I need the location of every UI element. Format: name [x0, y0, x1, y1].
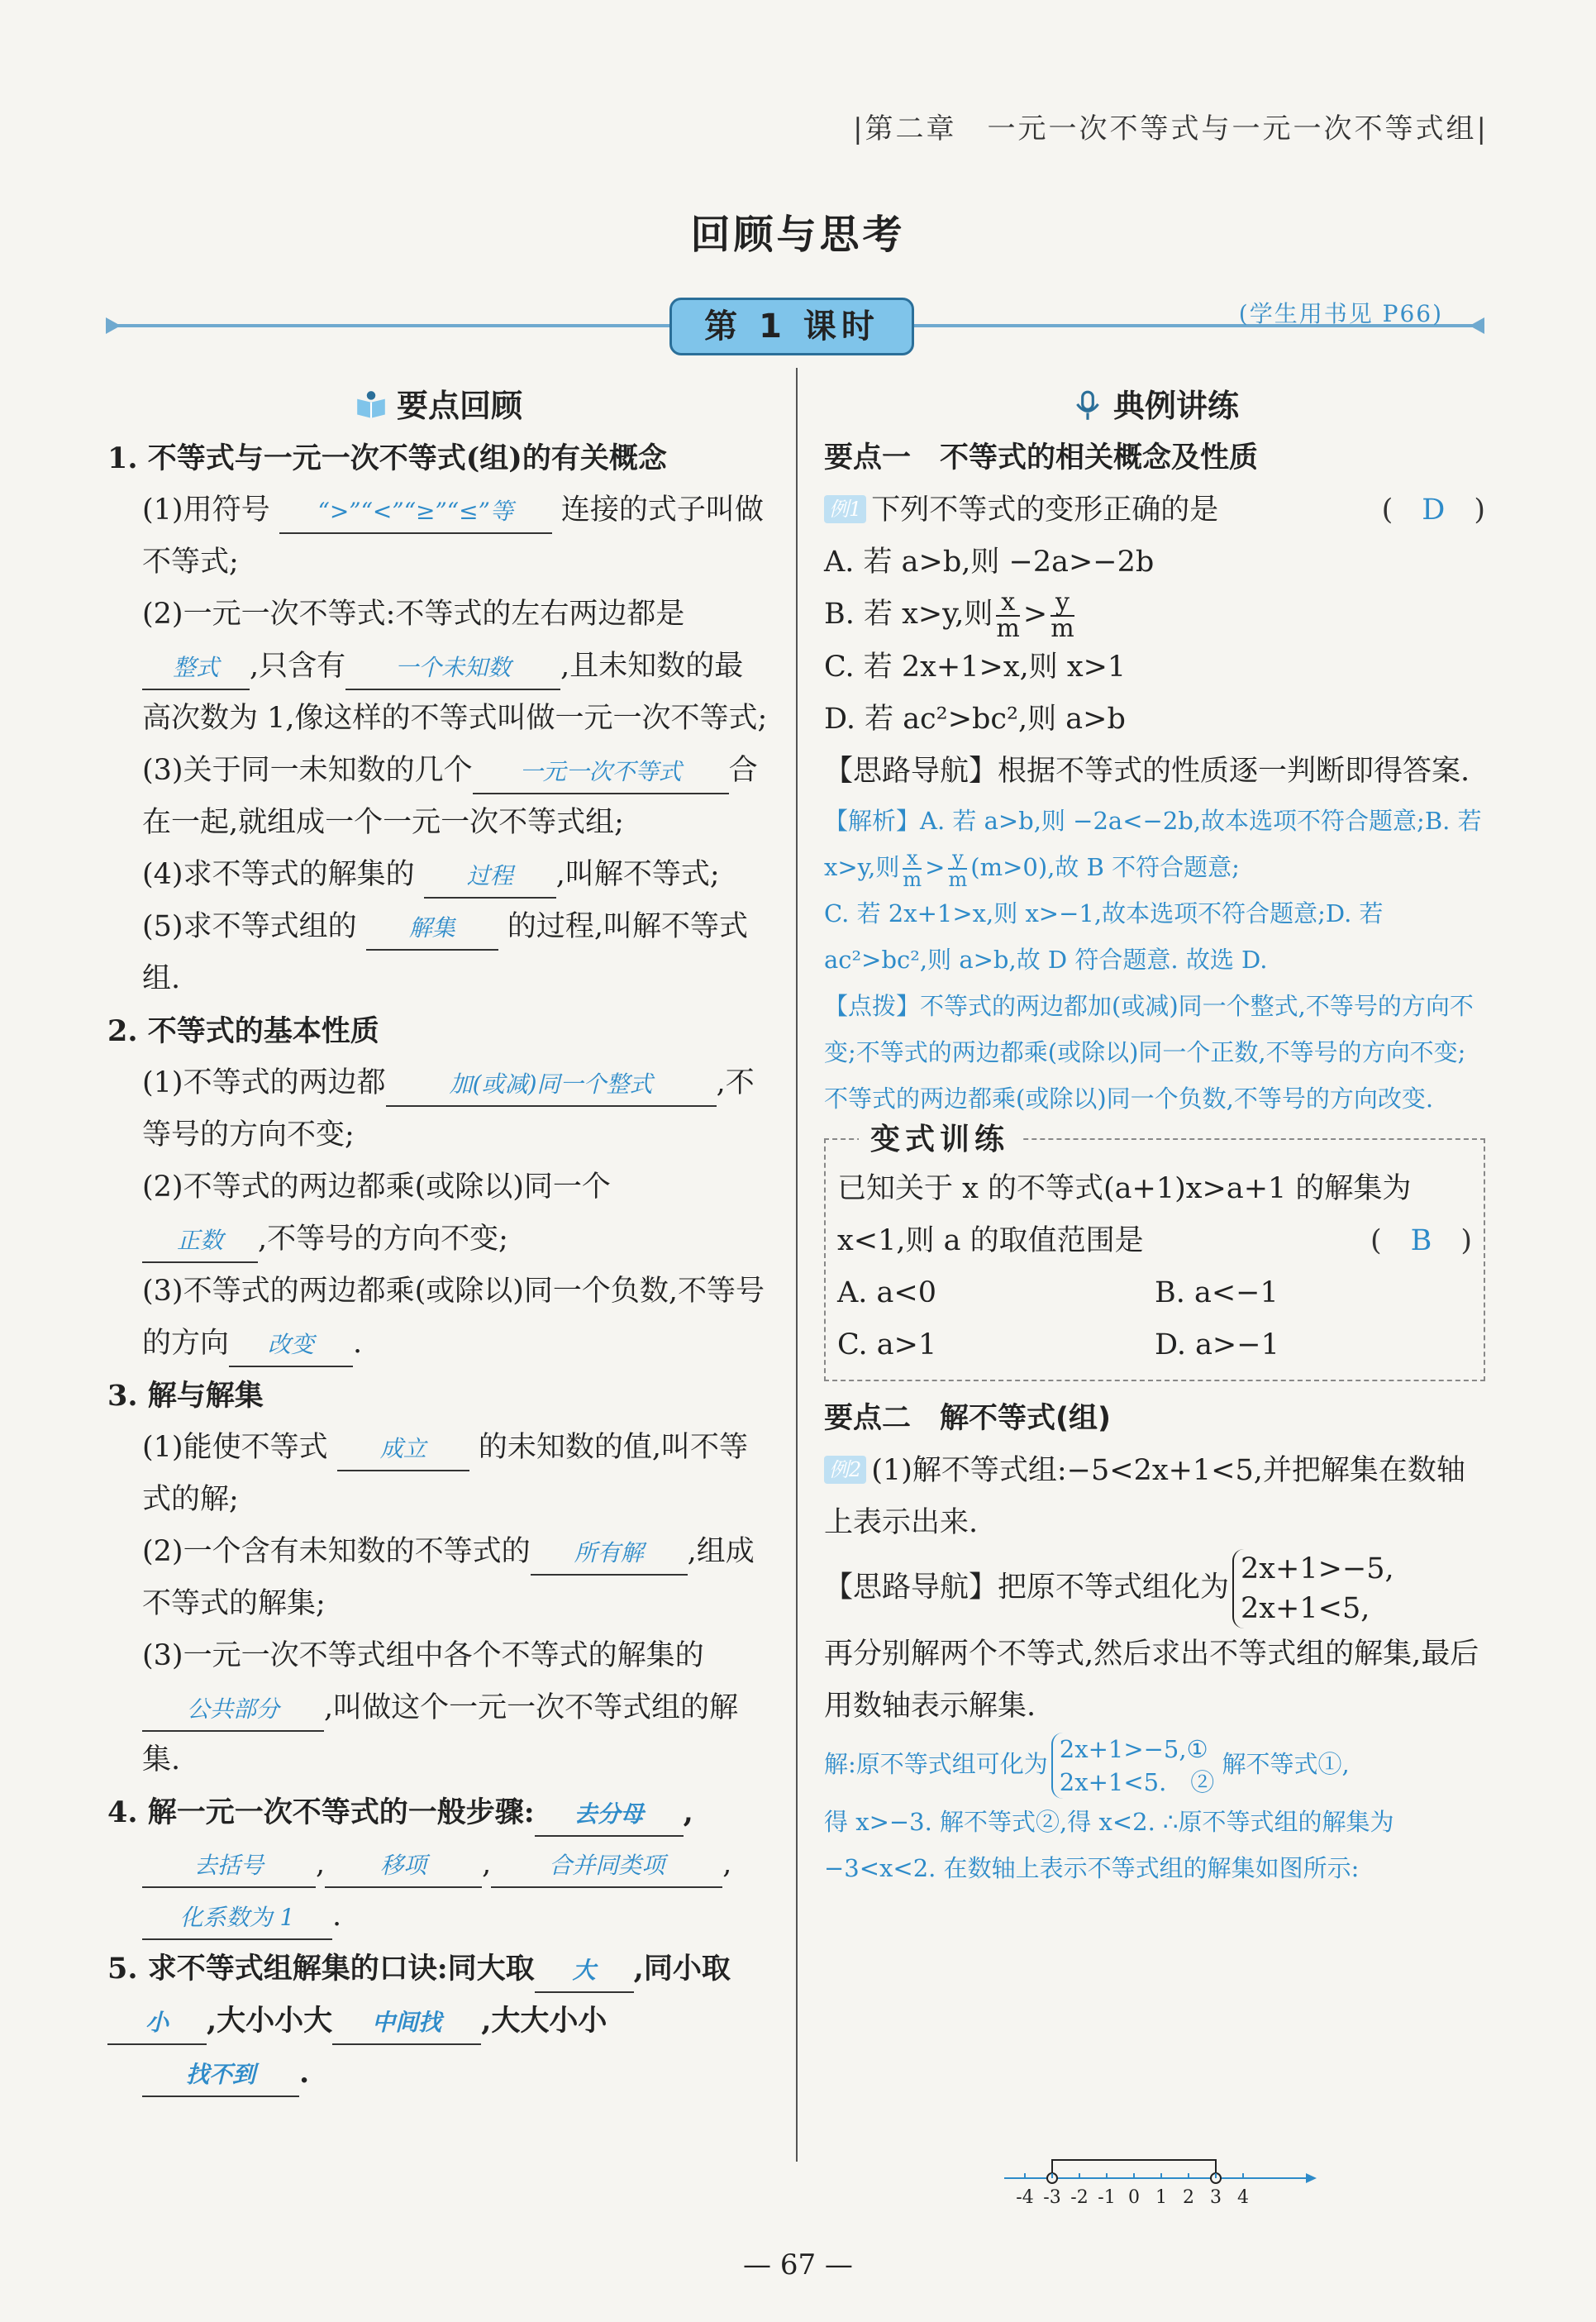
q2-item1: (1)不等式的两边都 加(或减)同一个整式 ,不等号的方向不变;	[107, 1057, 769, 1161]
q3-item3: (3)一元一次不等式组中各个不等式的解集的公共部分 ,叫做这个一元一次不等式组的解集.	[142, 1639, 739, 1776]
left-column	[107, 380, 769, 2099]
axis-tick-label: 3	[1210, 2187, 1222, 2208]
q5: 5. 求不等式组解集的口诀:同大取 大 ,同小取小 ,大小小大 中间找 ,大大小小 找不到 .	[107, 1943, 769, 2099]
axis-tick-label: 0	[1128, 2187, 1140, 2208]
fraction: $\frac{y}{m}$	[948, 846, 968, 891]
answer-blank: 解集	[366, 908, 498, 951]
answer-blank: 一个未知数	[345, 647, 560, 690]
variant-question: 已知关于 x 的不等式(a+1)x>a+1 的解集为x<1,则 a 的取值范围是 ( B )	[837, 1163, 1472, 1267]
idea-navigation-2b: 再分别解两个不等式,然后求出不等式组的解集,最后用数轴表示解集.	[824, 1637, 1479, 1723]
q1-item1: (1)用符号 “>”“<”“≥”“≤”等 连接的式子叫做不等式;	[107, 484, 769, 589]
section-title: 典例讲练	[1112, 388, 1239, 424]
q3-title: 3. 解与解集	[107, 1379, 264, 1413]
right-column	[824, 380, 1485, 1891]
answer-blank: 化系数为 1	[142, 1897, 332, 1940]
idea-navigation-1: 【思路导航】根据不等式的性质逐一判断即得答案.	[824, 754, 1470, 788]
q3-item2: (2)一个含有未知数的不等式的 所有解 ,组成不等式的解集;	[107, 1526, 769, 1630]
axis-tick-label: -1	[1098, 2187, 1116, 2208]
option-a: A. a<0	[837, 1275, 936, 1309]
answer-blank: 公共部分	[142, 1689, 324, 1732]
example-tag: 例1	[824, 495, 866, 523]
answer-blank: 大	[535, 1950, 634, 1993]
q2-item2: (2)不等式的两边都乘(或除以)同一个 正数 ,不等号的方向不变;	[107, 1161, 769, 1266]
solution: 解:原不等式组可化为2x+1>−5,① 2x+1<5. ② 解不等式①, 得 x>−3. 解不等式②,得 x<2. ∴原不等式组的解集为−3<x<2. 在数轴上表示不等式组的解集如图所示:	[824, 1733, 1485, 1891]
option-b: B. 若 x>y,则 $\frac{x}{m}$ > $\frac{y}{m}$	[824, 587, 1074, 643]
answer-blank: 去括号	[142, 1845, 316, 1888]
q4: 4. 解一元一次不等式的一般步骤: 去分母 ,	[107, 1786, 769, 1838]
axis-tick-label: -3	[1043, 2187, 1061, 2208]
section-heading-examples	[824, 380, 1485, 432]
example-tag: 例2	[824, 1456, 866, 1484]
band-arrow-left	[106, 317, 121, 334]
answer-blank: 小	[107, 2002, 207, 2045]
axis-tick-label: 4	[1237, 2187, 1249, 2208]
idea-navigation-2: 【思路导航】把原不等式组化为2x+1>−5, 2x+1<5,	[824, 1549, 1485, 1628]
key-point-1: 要点一 不等式的相关概念及性质	[824, 441, 1259, 474]
option-b: B. a<−1	[1155, 1275, 1279, 1309]
option-c: C. a>1	[837, 1328, 937, 1361]
answer-bracket: ( D )	[1381, 493, 1485, 527]
fraction: $\frac{x}{m}$	[903, 846, 922, 891]
example-2-question: 例2 (1)解不等式组:−5<2x+1<5,并把解集在数轴上表示出来.	[824, 1453, 1465, 1539]
tip-note: 【点拨】不等式的两边都加(或减)同一个整式,不等号的方向不变;不等式的两边都乘(或除以)同一个正数,不等号的方向不变;不等式的两边都乘(或除以)同一个负数,不等号的方向改变.	[824, 991, 1474, 1113]
answer-blank: 过程	[424, 856, 556, 899]
q4-steps-2: 化系数为 1 .	[107, 1890, 769, 1943]
inequality-system: 2x+1>−5,① 2x+1<5. ②	[1051, 1733, 1215, 1799]
answer-blank: 正数	[142, 1220, 258, 1263]
answer-blank: 找不到	[142, 2054, 299, 2097]
answer-blank: 所有解	[531, 1533, 688, 1576]
section-title: 要点回顾	[396, 388, 522, 424]
chapter-header: |第二章 一元一次不等式与一元一次不等式组|	[853, 112, 1489, 145]
answer-blank: 一元一次不等式	[473, 751, 729, 794]
option-c: C. 若 2x+1>x,则 x>1	[824, 650, 1127, 684]
example-1-question: 例1 下列不等式的变形正确的是 ( D )	[824, 484, 1485, 536]
variant-title: 变式训练	[859, 1113, 1021, 1166]
q1-item3: (3)关于同一未知数的几个 一元一次不等式 合在一起,就组成一个一元一次不等式组;	[107, 745, 769, 849]
inequality-system: 2x+1>−5, 2x+1<5,	[1232, 1549, 1394, 1628]
q1-item2: (2)一元一次不等式:不等式的左右两边都是整式 ,只含有 一个未知数 ,且未知数的最高次数为 1,像这样的不等式叫做一元一次不等式;	[142, 598, 768, 735]
answer-blank: 去分母	[535, 1794, 684, 1837]
answer-blank: 移项	[325, 1845, 482, 1888]
variant-options-row2	[837, 1319, 1472, 1371]
q1-title: 1. 不等式与一元一次不等式(组)的有关概念	[107, 441, 667, 475]
variant-training-box	[824, 1122, 1485, 1381]
q3-item1: (1)能使不等式 成立 的未知数的值,叫不等式的解;	[107, 1422, 769, 1526]
section-heading-review	[107, 380, 769, 432]
q1-item4: (4)求不等式的解集的 过程 ,叫解不等式;	[107, 849, 769, 901]
variant-options-row1	[837, 1267, 1472, 1319]
q1-item5: (5)求不等式组的 解集 的过程,叫解不等式组.	[107, 901, 769, 1005]
axis-tick-label: 1	[1155, 2187, 1167, 2208]
number-line	[1004, 2129, 1318, 2219]
book-reference: (学生用书见 P66)	[1238, 300, 1443, 327]
q2-title: 2. 不等式的基本性质	[107, 1014, 379, 1048]
axis-tick-label: -2	[1070, 2187, 1089, 2208]
key-point-2: 要点二 解不等式(组)	[824, 1401, 1111, 1435]
book-icon	[354, 389, 388, 423]
fraction: $\frac{x}{m}$	[996, 587, 1020, 643]
page-number: — 67 —	[743, 2248, 853, 2281]
q4-steps: 去括号 , 移项 , 合并同类项 ,	[107, 1838, 769, 1890]
lesson-badge: 第 1 课时	[669, 298, 914, 355]
fraction: $\frac{y}{m}$	[1051, 587, 1074, 643]
answer-blank: 中间找	[332, 2002, 481, 2045]
option-d: D. a>−1	[1155, 1328, 1279, 1361]
answer-blank: 整式	[142, 647, 250, 690]
q2-item3: (3)不等式的两边都乘(或除以)同一个负数,不等号的方向 改变 .	[107, 1266, 769, 1370]
axis-tick-label: -4	[1016, 2187, 1034, 2208]
option-a: A. 若 a>b,则 −2a>−2b	[824, 546, 1155, 579]
answer-blank: 改变	[229, 1324, 353, 1367]
answer-blank: 加(或减)同一个整式	[386, 1064, 717, 1107]
column-divider	[796, 368, 798, 2162]
answer-blank: “>”“<”“≥”“≤”等	[279, 491, 552, 534]
analysis-1: 【解析】A. 若 a>b,则 −2a<−2b,故本选项不符合题意;B. 若 x>y,则 $\frac{x}{m}$ > $\frac{y}{m}$ (m>0),故 B 不符合题意; C. 若 2x+1>x,则 x>−1,故本选项不符合题意;D. 若ac²>bc²,则 a>b,故 D 符合题意. 故选 D.	[824, 806, 1482, 974]
band-arrow-right	[1470, 317, 1484, 334]
axis-tick-label: 2	[1183, 2187, 1194, 2208]
microphone-icon	[1070, 389, 1105, 423]
answer-blank: 成立	[337, 1428, 469, 1471]
option-d: D. 若 ac²>bc²,则 a>b	[824, 702, 1126, 736]
page-title: 回顾与思考	[690, 212, 906, 258]
answer-bracket: ( B )	[1370, 1223, 1472, 1257]
answer-blank: 合并同类项	[491, 1845, 722, 1888]
